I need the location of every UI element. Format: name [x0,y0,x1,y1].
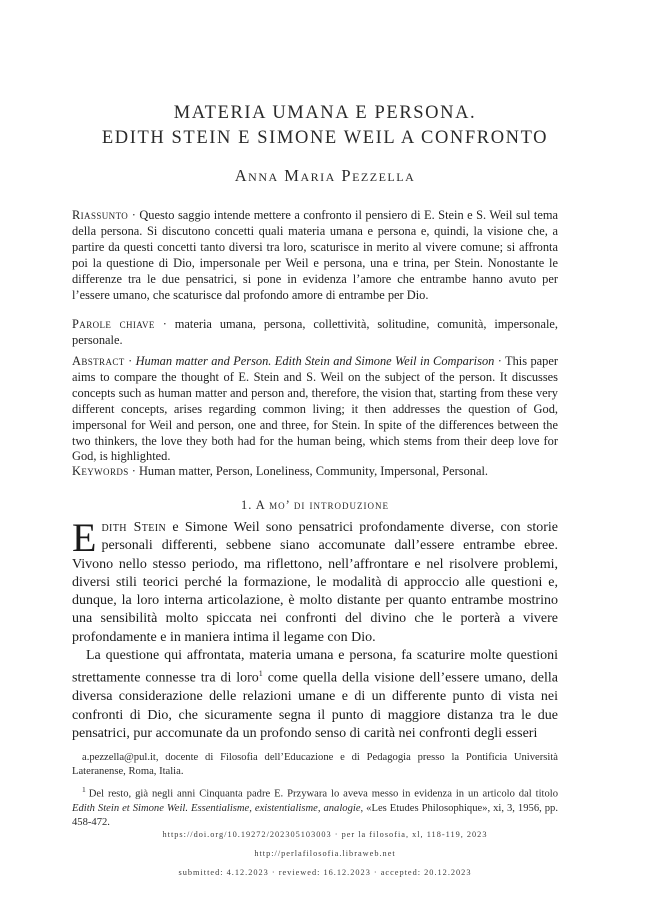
paragraph-text: e Simone Weil sono pensatrici profondamente diverse, con storie personali differenti, sebbene siano accomunate dall’essere entrambe ebree. Vivono nello stesso periodo, ma riflettono, nell’affrontare e nel risolvere problemi, diversi stili teorici perché la formazione, le modalità di approccio alle questioni e, dunque, la loro interna articolazione, è molto distante per quanto entrambe mostrino una sensibilità molto spiccata nei confronti del divino che le porterà a vivere profondamente e in maniera intima il legame con Dio. [72,520,559,645]
abstract-english [72,354,558,465]
footnote-number: 1 [82,785,86,794]
footnote-1 [72,783,558,830]
footnotes [72,751,558,834]
footer-url[interactable]: http://perlafilosofia.libraweb.net [254,849,396,858]
keywords-english-text: Human matter, Person, Loneliness, Community, Impersonal, Personal. [138,464,489,478]
abstract-english-label: Abstract [72,354,125,368]
footnote-text: , «Les Etudes Philosophique», xi, 3, 1956, pp. 458-472. [72,802,558,828]
separator: · [128,208,140,222]
abstract-english-text: This paper aims to compare the thought of E. Stein and S. Weil on the subject of the person. It discusses concepts such as human matter and person and, therefore, the vision that, starting from these very different concepts, arises regarding common living; it then addresses the question of God, impersonal for Weil and person, one and three, for Stein. In spite of the differences between the two thinkers, the love they both had for the human being, which stems from their deep love for God, is highlighted. [72,354,558,464]
author-name-inline: dith Stein [101,520,167,535]
separator: · [128,464,139,478]
article-title-line-1: MATERIA UMANA E PERSONA. [173,103,477,123]
footnote-reference[interactable]: 1 [258,669,263,679]
affiliation-note: a.pezzella@pul.it, docente di Filosofia dell’Educazione e di Pedagogia presso la Pontificia Università Lateranense, Roma, Italia. [72,752,558,777]
body-paragraph-2 [72,647,558,743]
separator: · [124,354,136,368]
separator: · [154,317,175,331]
keywords-english [72,464,558,480]
keywords-italian [72,317,558,349]
abstract-italian-text: Questo saggio intende mettere a confronto il pensiero di E. Stein e S. Weil sul tema della persona. Si discutono concetti quali materia umana e persona e, quindi, la visione che, a partire da questi concetti tanto diversi tra loro, scaturisce in merito al vivere comune; si affronta poi la questione di Dio, impersonale per Weil e persona, una e trina, per Stein. Nonostante le differenze tra le due pensatrici, si pone in evidenza l’amore che entrambe hanno avuto per l’essere umano, che scaturisce dal profondo amore di entrambe per Dio. [72,208,559,302]
keywords-english-label: Keywords [72,464,129,478]
footer-dates: submitted: 4.12.2023 · reviewed: 16.12.2023 · accepted: 20.12.2023 [178,868,472,877]
separator: · [494,354,506,368]
abstract-english-title: Human matter and Person. Edith Stein and Simone Weil in Comparison [135,354,495,368]
footnote-cited-title: Edith Stein et Simone Weil. Essentialisme, existentialisme, analogie [72,802,361,814]
keywords-italian-text: materia umana, persona, collettività, solitudine, comunità, impersonale, personale. [72,317,558,347]
body-text [72,515,559,743]
abstract-italian [72,208,558,303]
footer-doi[interactable]: https://doi.org/10.19272/202305103003 · per la filosofia, xl, 118-119, 2023 [162,830,488,839]
footnote-text: Del resto, già negli anni Cinquanta padre E. Przywara lo aveva messo in evidenza in un articolo dal titolo [88,788,558,800]
paragraph-text: come quella della visione dell’essere umano, della diversa considerazione delle relazioni umane e di un differente punto di vista nei confronti di Dio, che sicuramente segna il punto di maggiore distanza tra le due pensatrici, pur accomunate da un profondo senso di carità nei confronti degli esseri [72,671,558,741]
article-title-line-2: EDITH STEIN E SIMONE WEIL A CONFRONTO [101,128,549,148]
author-name: Anna Maria Pezzella [234,166,416,185]
paragraph-text: La questione qui affrontata, materia umana e persona, fa scaturire molte questioni strettamente connesse tra di loro [72,648,558,687]
abstract-italian-label: Riassunto [72,208,129,222]
keywords-italian-label: Parole chiave [72,317,155,331]
section-heading: 1. A mo’ di introduzione [241,498,389,512]
drop-cap: E [72,515,97,560]
body-paragraph-1 [72,515,559,647]
